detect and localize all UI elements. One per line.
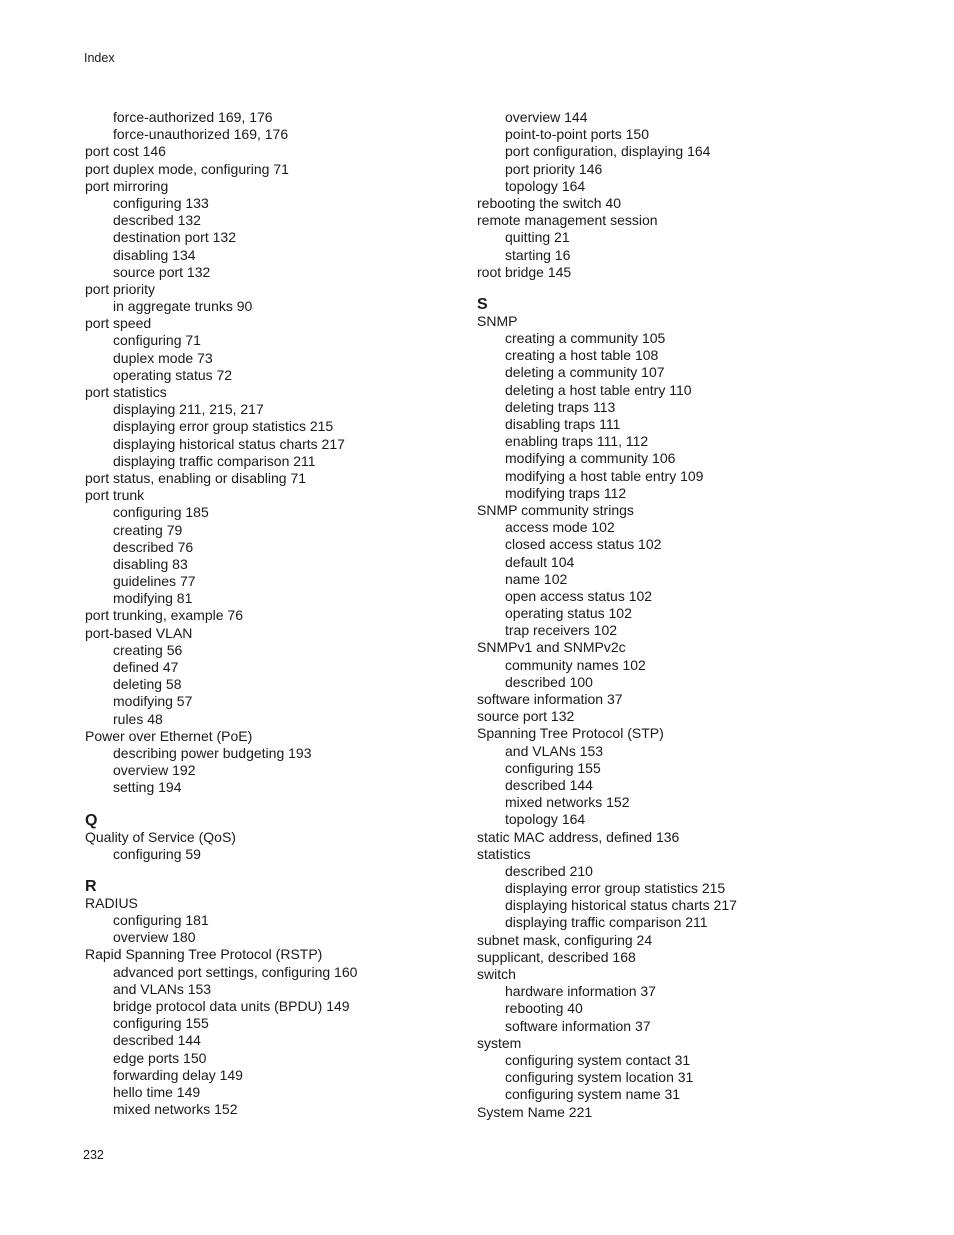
index-subentry: configuring 59 <box>113 845 201 862</box>
index-subentry: hardware information 37 <box>505 983 656 1000</box>
index-subentry: name 102 <box>505 570 568 587</box>
index-entry: port statistics <box>85 384 167 400</box>
index-entry: switch <box>477 966 516 982</box>
index-subentry: defined 47 <box>113 659 179 675</box>
index-subentry: trap receivers 102 <box>505 622 618 639</box>
index-entry: source port 132 <box>477 708 575 725</box>
index-subentry: software information 37 <box>505 1017 651 1034</box>
index-subentry: displaying error group statistics 215 <box>113 418 334 435</box>
index-subentry: operating status 102 <box>505 605 632 622</box>
index-subentry: modifying traps 112 <box>505 484 627 501</box>
index-subentry: deleting a community 107 <box>505 364 665 381</box>
index-letter-heading: R <box>85 877 97 895</box>
index-subentry: displaying traffic comparison 211 <box>505 914 708 931</box>
index-subentry: creating a host table 108 <box>505 347 659 364</box>
index-entry: SNMPv1 and SNMPv2c <box>477 639 626 656</box>
index-subentry: describing power budgeting 193 <box>113 744 312 761</box>
index-subentry: deleting 58 <box>113 676 182 693</box>
index-entry: remote management session <box>477 212 658 229</box>
index-subentry: duplex mode 73 <box>113 349 213 366</box>
index-letter-heading: S <box>477 295 488 313</box>
index-entry: subnet mask, configuring 24 <box>477 931 653 948</box>
index-entry: system <box>477 1034 522 1051</box>
index-entry: Power over Ethernet (PoE) <box>85 727 253 744</box>
index-entry: rebooting the switch 40 <box>477 194 621 211</box>
index-subentry: force-authorized 169, 176 <box>113 109 273 125</box>
index-entry: port speed <box>85 315 152 332</box>
index-subentry: modifying a community 106 <box>505 450 676 467</box>
index-subentry: displaying 211, 215, 217 <box>113 401 264 418</box>
index-subentry: and VLANs 153 <box>113 980 212 997</box>
index-subentry: topology 164 <box>505 177 586 194</box>
index-subentry: configuring 181 <box>113 912 209 929</box>
index-subentry: operating status 72 <box>113 366 233 383</box>
index-entry: port-based VLAN <box>85 624 193 641</box>
index-subentry: forwarding delay 149 <box>113 1066 243 1083</box>
index-subentry: setting 194 <box>113 779 182 796</box>
index-entry: port status, enabling or disabling 71 <box>85 469 307 486</box>
index-subentry: rebooting 40 <box>505 1000 583 1017</box>
index-column-left <box>85 109 475 1118</box>
index-subentry: deleting a host table entry 110 <box>505 381 692 398</box>
index-subentry: configuring 71 <box>113 332 201 349</box>
index-subentry: described 210 <box>505 862 593 879</box>
index-subentry: port configuration, displaying 164 <box>505 143 711 160</box>
index-subentry: described 100 <box>505 673 593 690</box>
index-subentry: destination port 132 <box>113 229 236 246</box>
index-subentry: overview 192 <box>113 762 196 779</box>
index-subentry: and VLANs 153 <box>505 742 604 759</box>
index-entry: port duplex mode, configuring 71 <box>85 160 289 177</box>
index-entry: port mirroring <box>85 177 169 194</box>
index-subentry: displaying historical status charts 217 <box>113 435 345 452</box>
index-subentry: source port 132 <box>113 263 211 280</box>
index-entry: port cost 146 <box>85 143 166 160</box>
index-subentry: disabling 134 <box>113 246 196 263</box>
index-subentry: rules 48 <box>113 710 163 727</box>
index-subentry: default 104 <box>505 553 575 570</box>
index-entry: SNMP community strings <box>477 501 634 518</box>
index-subentry: modifying 81 <box>113 590 193 607</box>
index-subentry: configuring system location 31 <box>505 1069 694 1086</box>
index-subentry: described 144 <box>113 1032 201 1049</box>
index-letter-heading: Q <box>85 811 98 829</box>
index-subentry: starting 16 <box>505 246 571 263</box>
index-subentry: hello time 149 <box>113 1083 201 1100</box>
index-entry: supplicant, described 168 <box>477 948 636 965</box>
index-subentry: topology 164 <box>505 811 586 828</box>
index-subentry: configuring system contact 31 <box>505 1051 691 1068</box>
index-subentry: overview 144 <box>505 109 588 125</box>
index-entry: System Name 221 <box>477 1103 593 1120</box>
index-subentry: in aggregate trunks 90 <box>113 298 253 315</box>
index-entry: Spanning Tree Protocol (STP) <box>477 725 664 742</box>
index-entry: Rapid Spanning Tree Protocol (RSTP) <box>85 946 323 963</box>
index-subentry: open access status 102 <box>505 587 653 604</box>
index-subentry: guidelines 77 <box>113 573 196 590</box>
index-entry: port trunking, example 76 <box>85 607 243 624</box>
index-subentry: access mode 102 <box>505 519 615 536</box>
index-subentry: modifying 57 <box>113 693 193 710</box>
index-subentry: edge ports 150 <box>113 1049 207 1066</box>
index-subentry: described 144 <box>505 776 593 793</box>
index-subentry: quitting 21 <box>505 229 570 246</box>
index-subentry: disabling traps 111 <box>505 416 621 432</box>
index-subentry: displaying historical status charts 217 <box>505 897 737 914</box>
index-subentry: configuring 155 <box>113 1015 209 1032</box>
index-subentry: point-to-point ports 150 <box>505 126 649 143</box>
index-subentry: deleting traps 113 <box>505 398 616 415</box>
index-subentry: bridge protocol data units (BPDU) 149 <box>113 998 350 1014</box>
index-entry: statistics <box>477 845 531 862</box>
index-subentry: mixed networks 152 <box>113 1101 238 1118</box>
index-entry: SNMP <box>477 312 518 329</box>
index-subentry: configuring 185 <box>113 504 209 521</box>
index-subentry: port priority 146 <box>505 160 603 177</box>
index-subentry: displaying traffic comparison 211 <box>113 452 316 469</box>
index-subentry: enabling traps 111, 112 <box>505 433 649 450</box>
index-subentry: mixed networks 152 <box>505 794 630 811</box>
index-subentry: creating a community 105 <box>505 330 666 347</box>
index-subentry: overview 180 <box>113 929 196 946</box>
running-head: Index <box>84 51 115 65</box>
index-subentry: described 76 <box>113 538 194 555</box>
index-entry: software information 37 <box>477 691 623 707</box>
index-entry: port priority <box>85 280 156 297</box>
index-entry: port trunk <box>85 487 145 504</box>
index-subentry: described 132 <box>113 212 201 229</box>
index-subentry: disabling 83 <box>113 555 188 572</box>
index-subentry: configuring 155 <box>505 759 601 776</box>
index-entry: static MAC address, defined 136 <box>477 828 680 845</box>
index-subentry: creating 79 <box>113 521 183 538</box>
index-subentry: advanced port settings, configuring 160 <box>113 963 358 980</box>
index-subentry: displaying error group statistics 215 <box>505 880 726 897</box>
index-subentry: force-unauthorized 169, 176 <box>113 126 289 143</box>
page-number: 232 <box>83 1148 104 1162</box>
index-subentry: configuring 133 <box>113 194 209 211</box>
index-entry: root bridge 145 <box>477 263 572 280</box>
index-subentry: closed access status 102 <box>505 536 662 553</box>
index-subentry: modifying a host table entry 109 <box>505 467 704 484</box>
index-subentry: configuring system name 31 <box>505 1086 681 1103</box>
index-subentry: creating 56 <box>113 641 183 658</box>
index-entry: RADIUS <box>85 894 138 911</box>
index-column-right <box>477 109 867 1121</box>
index-subentry: community names 102 <box>505 656 646 673</box>
index-entry: Quality of Service (QoS) <box>85 828 236 845</box>
